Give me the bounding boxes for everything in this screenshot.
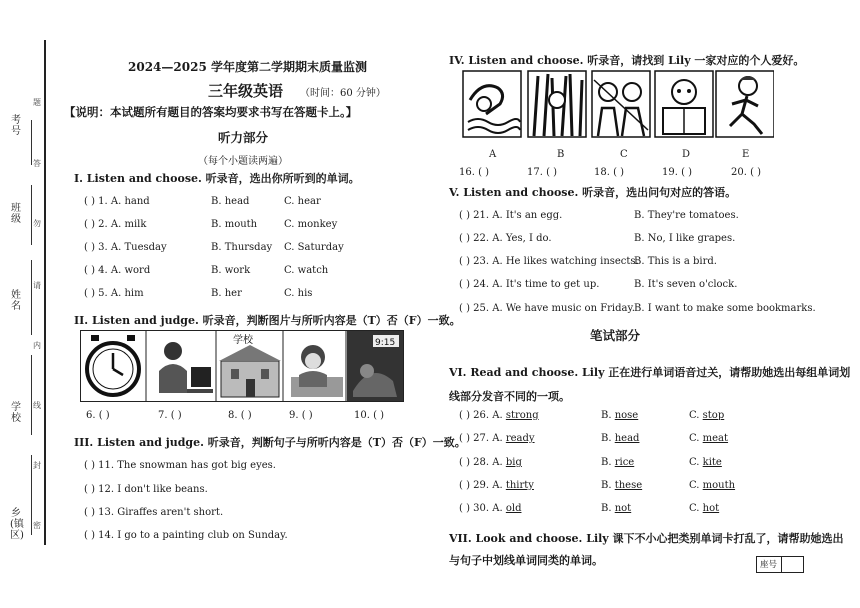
seal-char: 线 (33, 401, 41, 410)
word-a: thirty (505, 480, 534, 491)
option-b: B. They're tomatoes. (634, 210, 739, 221)
part6-heading-line2: 线部分发音不同的一项。 (449, 390, 570, 403)
option-c: C. stop (689, 410, 725, 421)
picture-letter-d: D (682, 149, 691, 160)
option-b: B. work (211, 265, 251, 276)
question-26: ( ) 26. A. strong (459, 410, 539, 421)
option-b: B. head (601, 433, 640, 444)
question-12: ( ) 12. I don't like beans. (84, 484, 208, 495)
seal-char: 密 (33, 521, 41, 530)
option-c: C. monkey (284, 219, 338, 230)
seat-number-label: 座号 (760, 560, 778, 570)
picture-letter-c: C (620, 149, 628, 160)
reading-icon (655, 71, 713, 137)
fill-line (31, 185, 32, 245)
question-21: ( ) 21. A. It's an egg. (459, 210, 563, 221)
question-25: ( ) 25. A. We have music on Friday. (459, 303, 635, 314)
answer-blank-10: 10. ( ) (354, 410, 385, 421)
answer-blank-19: 19. ( ) (662, 167, 693, 178)
clock-icon (81, 331, 145, 401)
exam-instruction: 【说明：本试题所有题目的答案均要求书写在答题卡上。】 (64, 105, 358, 119)
question-3: ( ) 3. A. Tuesday (84, 242, 167, 253)
girl-drawing-icon (291, 345, 343, 397)
question-13: ( ) 13. Giraffes aren't short. (84, 507, 224, 518)
answer-blank-9: 9. ( ) (289, 410, 313, 421)
option-c: C. his (284, 288, 313, 299)
option-c: C. hot (689, 503, 720, 514)
question-11: ( ) 11. The snowman has got big eyes. (84, 460, 276, 471)
seal-char: 内 (33, 341, 41, 350)
answer-blank-6: 6. ( ) (86, 410, 110, 421)
option-c: C. mouth (689, 480, 736, 491)
fill-line (31, 455, 32, 535)
fill-line (31, 120, 32, 165)
picture-letter-b: B (557, 149, 565, 160)
question-14: ( ) 14. I go to a painting club on Sunday. (84, 530, 288, 541)
seat-number-box (756, 556, 804, 573)
question-28: ( ) 28. A. big (459, 457, 522, 468)
exam-time: （时间：60 分钟） (300, 88, 386, 99)
exam-subject: 三年级英语 (208, 82, 284, 100)
part7-heading-line1: VII. Look and choose. Lily 课下不小心把类别单词卡打乱了，请帮助她选出 (449, 532, 844, 545)
option-b: B. I want to make some bookmarks. (634, 303, 816, 314)
answer-blank-20: 20. ( ) (731, 167, 762, 178)
writing-section-title: 笔试部分 (590, 328, 641, 343)
option-b: B. her (211, 288, 242, 299)
binding-field-school: 学校 (11, 402, 21, 424)
listening-section-title: 听力部分 (218, 130, 269, 145)
fill-line (31, 260, 32, 335)
exam-title: 2024—2025 学年度第二学期期末质量监测 (128, 60, 367, 74)
seal-char: 答 (33, 159, 41, 168)
seal-char: 题 (33, 98, 41, 107)
answer-blank-18: 18. ( ) (594, 167, 625, 178)
option-c: C. hear (284, 196, 321, 207)
question-24: ( ) 24. A. It's time to get up. (459, 279, 600, 290)
word-a: big (505, 457, 522, 468)
part4-heading: IV. Listen and choose. 听录音，请找到 Lily 一家对应的个人爱好。 (449, 54, 805, 67)
swimming-icon (463, 71, 521, 137)
question-27: ( ) 27. A. ready (459, 433, 535, 444)
question-2: ( ) 2. A. milk (84, 219, 147, 230)
answer-blank-16: 16. ( ) (459, 167, 490, 178)
option-b: B. rice (601, 457, 635, 468)
part1-heading: I. Listen and choose. 听录音，选出你所听到的单词。 (74, 172, 360, 185)
question-29: ( ) 29. A. thirty (459, 480, 534, 491)
answer-blank-17: 17. ( ) (527, 167, 558, 178)
option-b: B. Thursday (211, 242, 273, 253)
part3-heading: III. Listen and judge. 听录音，判断句子与所听内容是（T）否（F）一致。 (74, 436, 466, 449)
answer-blank-7: 7. ( ) (158, 410, 182, 421)
question-22: ( ) 22. A. Yes, I do. (459, 233, 552, 244)
computer-user-icon (159, 342, 213, 393)
option-c: C. Saturday (284, 242, 344, 253)
question-30: ( ) 30. A. old (459, 503, 522, 514)
part4-picture-strip (462, 70, 774, 140)
option-c: C. meat (689, 433, 729, 444)
word-a: old (505, 503, 522, 514)
option-b: B. No, I like grapes. (634, 233, 736, 244)
part2-picture-strip (80, 330, 404, 402)
option-b: B. nose (601, 410, 639, 421)
hobby-pictures (462, 70, 774, 140)
option-c: C. watch (284, 265, 329, 276)
answer-blank-8: 8. ( ) (228, 410, 252, 421)
binding-field-town: 乡(镇区) (10, 508, 24, 541)
fill-line (31, 355, 32, 435)
question-4: ( ) 4. A. word (84, 265, 151, 276)
binding-field-exam-number: 考号 (11, 115, 21, 137)
seal-char: 封 (33, 461, 41, 470)
option-c: C. kite (689, 457, 722, 468)
question-5: ( ) 5. A. him (84, 288, 144, 299)
part7-heading-line2: 与句子中划线单词同类的单词。 (449, 554, 603, 567)
question-1: ( ) 1. A. hand (84, 196, 150, 207)
school-sign: 学校 (233, 335, 253, 346)
running-icon (716, 71, 774, 137)
seal-char: 勿 (33, 219, 41, 228)
family-icon (592, 71, 650, 137)
option-b: B. It's seven o'clock. (634, 279, 738, 290)
option-b: B. This is a bird. (634, 256, 717, 267)
option-b: B. these (601, 480, 643, 491)
seat-divider (781, 557, 782, 572)
picture-letter-a: A (489, 149, 497, 160)
clock-time-label: 9:15 (375, 338, 396, 348)
part5-heading: V. Listen and choose. 听录音，选出问句对应的答语。 (449, 186, 737, 199)
binding-field-name: 姓名 (11, 290, 21, 312)
picture-letter-e: E (742, 149, 750, 160)
seal-char: 请 (33, 281, 41, 290)
school-icon (219, 345, 281, 397)
option-b: B. not (601, 503, 632, 514)
word-a: ready (505, 433, 535, 444)
option-b: B. head (211, 196, 250, 207)
listening-note: （每个小题读两遍） (198, 156, 288, 167)
question-23: ( ) 23. A. He likes watching insects. (459, 256, 639, 267)
binding-line (44, 40, 46, 545)
insects-icon (528, 71, 586, 137)
binding-field-class: 班级 (11, 203, 21, 225)
part6-heading-line1: VI. Read and choose. Lily 正在进行单词语音过关，请帮助她选出每组单词划 (449, 366, 851, 379)
part2-heading: II. Listen and judge. 听录音，判断图片与所听内容是（T）否（F）一致。 (74, 314, 461, 327)
word-a: strong (505, 410, 539, 421)
picture-strip-art (81, 331, 403, 401)
option-b: B. mouth (211, 219, 258, 230)
